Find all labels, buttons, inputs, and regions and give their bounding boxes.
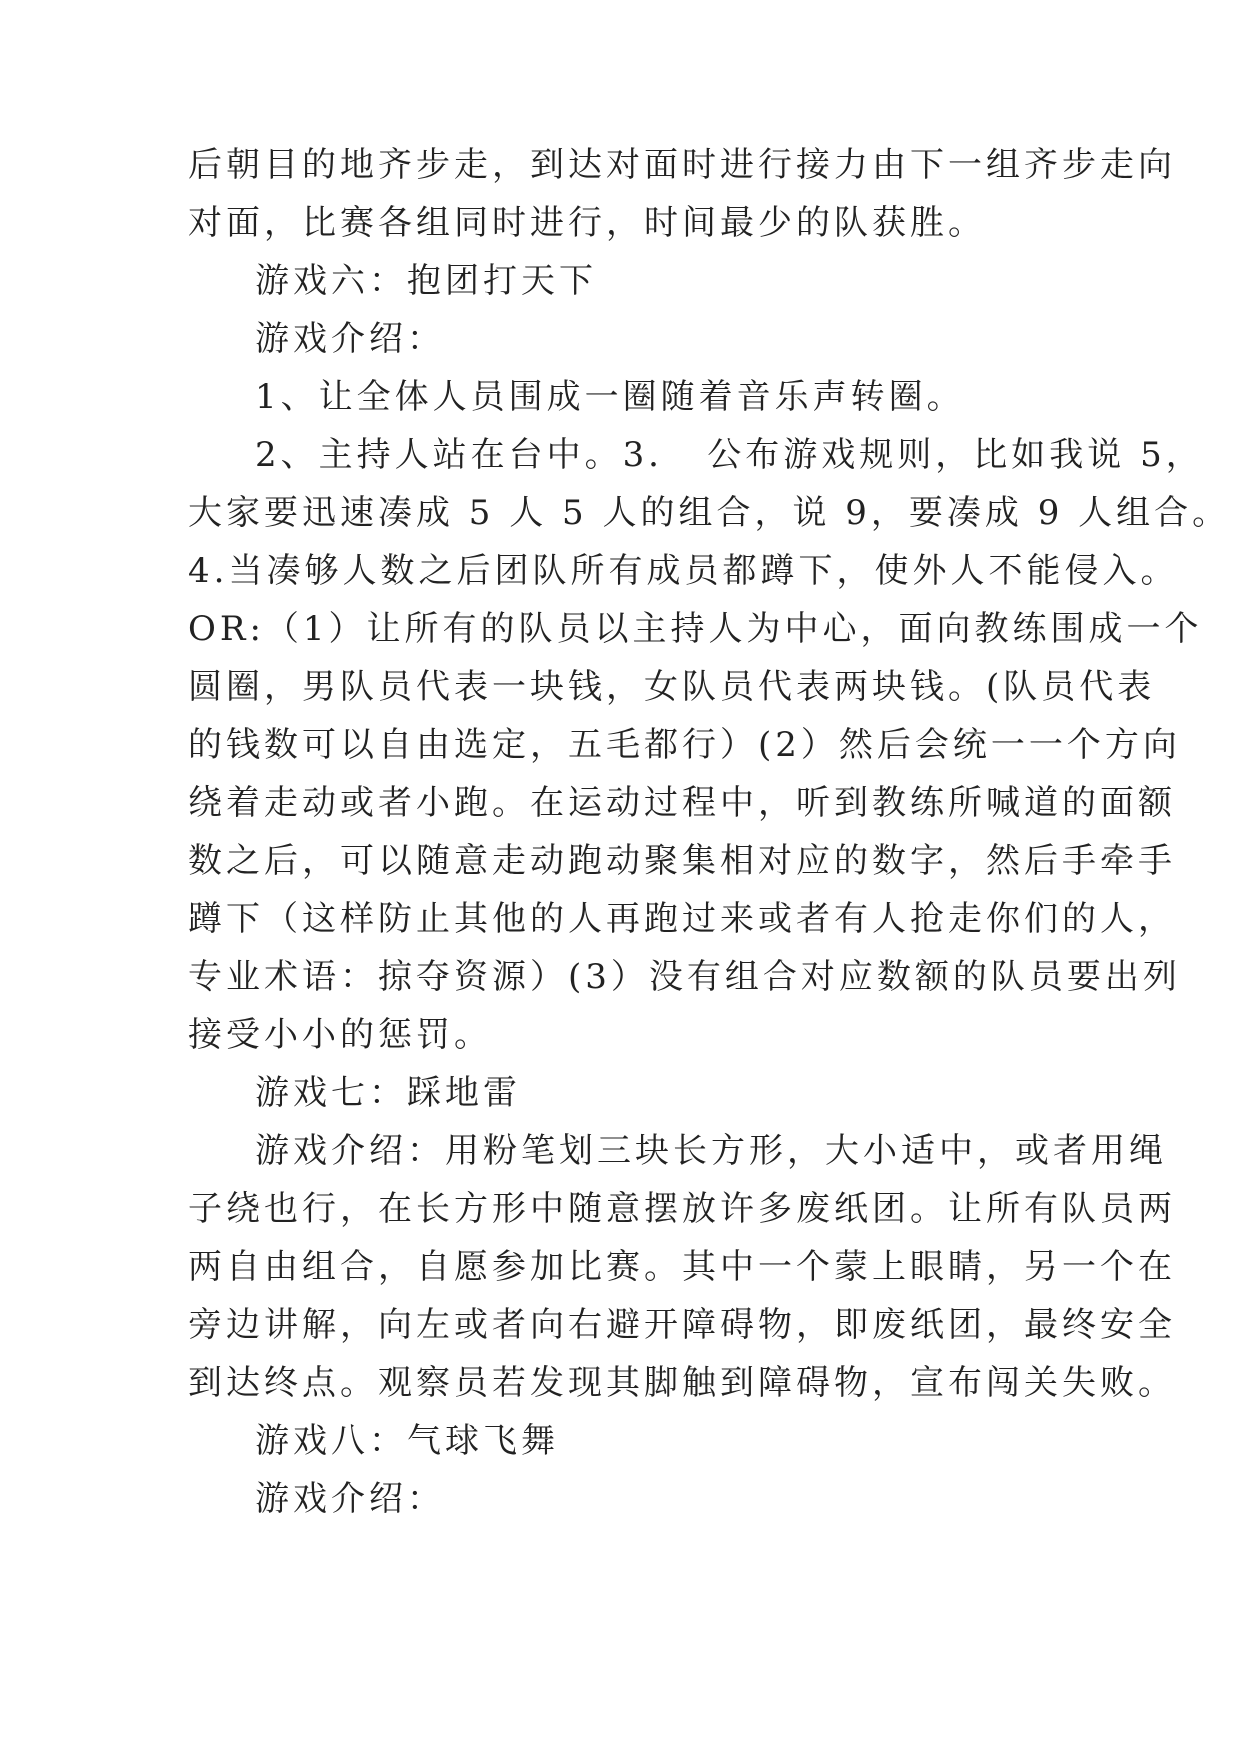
text-line: 两自由组合，自愿参加比赛。其中一个蒙上眼睛，另一个在: [188, 1247, 1176, 1287]
text-line: 到达终点。观察员若发现其脚触到障碍物，宣布闯关失败。: [188, 1363, 1176, 1403]
text-line: 蹲下（这样防止其他的人再跑过来或者有人抢走你们的人，: [188, 899, 1176, 939]
text-line: 的钱数可以自由选定，五毛都行）(2）然后会统一一个方向: [188, 725, 1181, 765]
text-line: 1、让全体人员围成一圈随着音乐声转圈。: [255, 377, 965, 417]
text-line: 专业术语：掠夺资源）(3）没有组合对应数额的队员要出列: [188, 957, 1181, 997]
text-line: 圆圈，男队员代表一块钱，女队员代表两块钱。(队员代表: [188, 667, 1156, 707]
text-line: 旁边讲解，向左或者向右避开障碍物，即废纸团，最终安全: [188, 1305, 1176, 1345]
text-line: 后朝目的地齐步走，到达对面时进行接力由下一组齐步走向: [188, 145, 1176, 185]
section-heading-game-8: 游戏八：气球飞舞: [255, 1421, 559, 1461]
text-line: OR:（1）让所有的队员以主持人为中心，面向教练围成一个: [188, 609, 1203, 649]
text-line: 大家要迅速凑成 5 人 5 人的组合，说 9，要凑成 9 人组合。: [188, 493, 1231, 533]
intro-label: 游戏介绍：: [255, 1479, 445, 1519]
text-line: 4.当凑够人数之后团队所有成员都蹲下，使外人不能侵入。: [188, 551, 1179, 591]
section-heading-game-6: 游戏六：抱团打天下: [255, 261, 597, 301]
section-heading-game-7: 游戏七：踩地雷: [255, 1073, 521, 1113]
text-line: 子绕也行，在长方形中随意摆放许多废纸团。让所有队员两: [188, 1189, 1176, 1229]
text-line: 2、主持人站在台中。3． 公布游戏规则，比如我说 5，: [255, 435, 1204, 475]
text-line: 绕着走动或者小跑。在运动过程中，听到教练所喊道的面额: [188, 783, 1176, 823]
text-line: 接受小小的惩罚。: [188, 1015, 492, 1055]
text-line: 游戏介绍：用粉笔划三块长方形，大小适中，或者用绳: [255, 1131, 1167, 1171]
text-line: 数之后，可以随意走动跑动聚集相对应的数字，然后手牵手: [188, 841, 1176, 881]
text-line: 对面，比赛各组同时进行，时间最少的队获胜。: [188, 203, 986, 243]
intro-label: 游戏介绍：: [255, 319, 445, 359]
